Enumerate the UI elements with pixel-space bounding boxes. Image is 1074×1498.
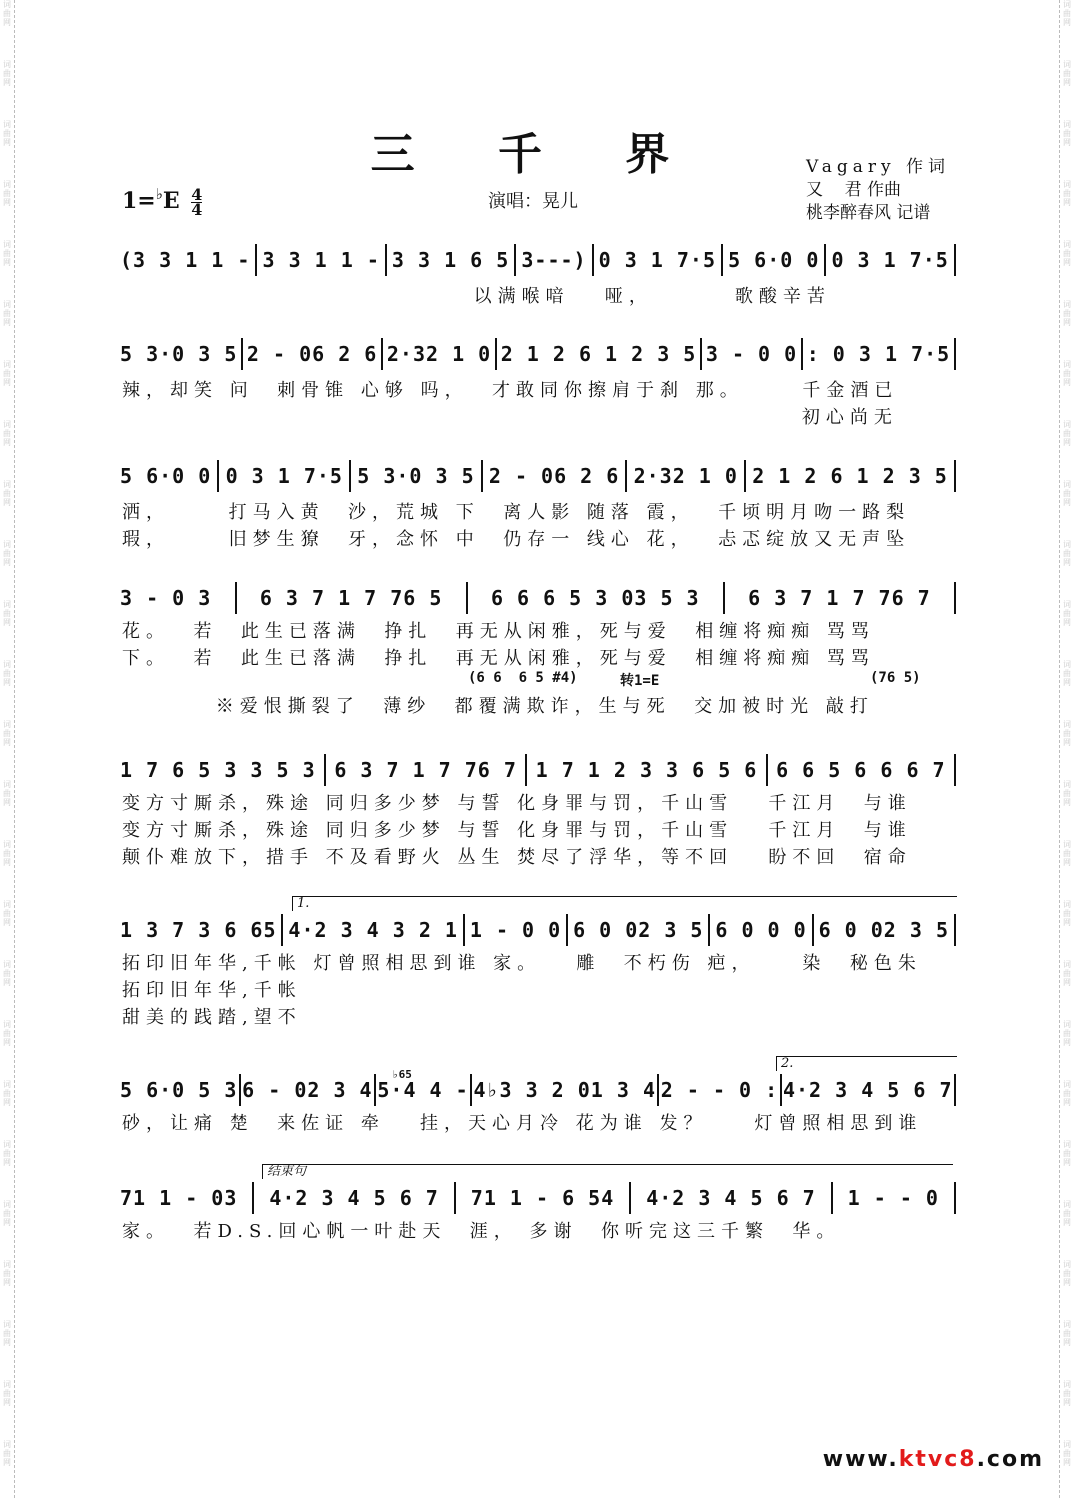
bar-line (744, 460, 746, 492)
measure: 6 6 5 6 6 6 7 (776, 758, 946, 782)
volta-bracket: 1. (292, 896, 957, 911)
measure: 6 - 02 3 4 (242, 1078, 373, 1102)
measure: 4♭3 3 2 01 3 4 (473, 1078, 657, 1102)
bar-line (954, 244, 956, 276)
measure: 4·2 3 4 5 6 7 (646, 1186, 816, 1210)
measure: 5·4 4 - (377, 1078, 469, 1102)
left-watermark-strip (0, 0, 15, 1498)
measure: 3 - 0 3 (120, 586, 212, 610)
side-mark: 词 曲 网 (3, 480, 11, 507)
key-signature: 1=♭E $\frac{4}{4}$ (122, 184, 203, 219)
volta-bracket: 2. (776, 1056, 957, 1071)
bar-line (954, 460, 956, 492)
measure: 2 - 06 2 6 (488, 464, 620, 488)
side-mark: 词 曲 网 (3, 180, 11, 207)
lyric-line: 砂，让痛 楚 来佐证 牵 挂，天心月冷 花为谁 发？ 灯曾照相思到谁 (122, 1113, 923, 1134)
side-mark: 词 曲 网 (3, 420, 11, 447)
side-mark: 词 曲 网 (1063, 1440, 1071, 1467)
side-mark: 词 曲 网 (3, 360, 11, 387)
lyric-line: 变方寸厮杀，殊途 同归多少梦 与誓 化身罪与罚，千山雪 千江月 与谁 (122, 820, 912, 841)
lyric-line: 辣，却笑 问 刺骨锥 心够 吗， 才敢同你擦肩于刹 那。 千金酒已 (122, 380, 899, 401)
measure: 71 1 - 03 (120, 1186, 238, 1210)
grace-notes: ♭65 (392, 1068, 412, 1081)
lyric-line: ※爱恨撕裂了 薄纱 都覆满欺诈，生与死 交加被时光 敲打 (122, 696, 874, 717)
bar-line (349, 460, 351, 492)
score-line-5 (120, 754, 956, 786)
bar-line (954, 338, 956, 370)
measure: 6 3 7 1 7 76 7 (334, 758, 517, 782)
bar-line (625, 460, 627, 492)
bar-line (700, 338, 702, 370)
lyric-line: 下。 若 此生已落满 挣扎 再无从闲雅，死与爱 相缠将痴痴 骂骂 (122, 648, 875, 669)
bar-line (255, 244, 257, 276)
side-mark: 词 曲 网 (3, 840, 11, 867)
song-title: 三 千 界 (370, 129, 704, 180)
side-mark: 词 曲 网 (1063, 180, 1071, 207)
measure: 5 3·0 3 5 (357, 464, 475, 488)
side-mark: 词 曲 网 (3, 540, 11, 567)
side-mark: 词 曲 网 (1063, 600, 1071, 627)
measure: 2 - - 0 : (660, 1078, 779, 1102)
bar-line (723, 582, 725, 614)
bar-line (324, 754, 326, 786)
side-mark: 词 曲 网 (3, 960, 11, 987)
measure: 2 - 06 2 6 (246, 342, 378, 366)
side-mark: 词 曲 网 (1063, 1080, 1071, 1107)
measure: 1 7 6 5 3 3 5 3 (120, 758, 316, 782)
transcriber-credit: 桃李醉春风 记谱 (806, 203, 931, 223)
bar-line (385, 244, 387, 276)
measure: 6 3 7 1 7 76 7 (748, 586, 931, 610)
side-mark: 词 曲 网 (3, 1020, 11, 1047)
side-mark: 词 曲 网 (1063, 840, 1071, 867)
side-mark: 词 曲 网 (1063, 660, 1071, 687)
side-mark: 词 曲 网 (1063, 1140, 1071, 1167)
measure: (3 3 1 1 - (120, 248, 251, 272)
bar-line (470, 1074, 472, 1106)
lyricist-credit: Vagary 作词 (806, 157, 951, 177)
measure: 1 3 7 3 6 65 (120, 918, 277, 942)
measure: 1 - 0 0 (469, 918, 562, 942)
side-mark: 词 曲 网 (1063, 540, 1071, 567)
measure: 5 6·0 0 (728, 248, 820, 272)
lyric-line: 拓印旧年华,千帐 灯曾照相思到谁 家。 雕 不朽伤 疤， 染 秘色朱 (122, 953, 922, 974)
bar-line (824, 244, 826, 276)
side-mark: 词 曲 网 (3, 1260, 11, 1287)
side-mark: 词 曲 网 (1063, 780, 1071, 807)
side-mark: 词 曲 网 (3, 1200, 11, 1227)
bar-line (466, 582, 468, 614)
side-mark: 词 曲 网 (1063, 1260, 1071, 1287)
measure: 5 6·0 5 3 (120, 1078, 238, 1102)
bar-line (217, 460, 219, 492)
side-mark: 词 曲 网 (1063, 720, 1071, 747)
side-mark: 词 曲 网 (3, 720, 11, 747)
score-line-7 (120, 1074, 956, 1106)
bar-line (657, 1074, 659, 1106)
side-mark: 词 曲 网 (3, 660, 11, 687)
alternate-notes: (76 5) (870, 670, 921, 686)
measure: 6 0 02 3 5 (573, 918, 704, 942)
side-mark: 词 曲 网 (3, 1380, 11, 1407)
bar-line (566, 914, 568, 946)
side-mark: 词 曲 网 (1063, 1020, 1071, 1047)
side-mark: 词 曲 网 (1063, 1380, 1071, 1407)
volta-bracket: 结束句 (262, 1164, 953, 1179)
bar-line (954, 914, 956, 946)
lyric-line: 洒， 打马入黄 沙，荒城 下 离人影 随落 霞， 千顷明月吻一路梨 (122, 502, 911, 523)
measure: 2 1 2 6 1 2 3 5 (500, 342, 697, 366)
score-line-1 (120, 244, 956, 276)
side-mark: 词 曲 网 (3, 120, 11, 147)
bar-line (381, 338, 383, 370)
bar-line (374, 1074, 376, 1106)
side-mark: 词 曲 网 (1063, 420, 1071, 447)
measure: 3 3 1 1 - (262, 248, 380, 272)
bar-line (252, 1182, 254, 1214)
measure: 5 3·0 3 5 (120, 342, 238, 366)
measure: : 0 3 1 7·5 (806, 342, 951, 366)
measure: 4·2 3 4 3 2 1 (288, 918, 458, 942)
bar-line (801, 338, 803, 370)
bar-line (954, 1182, 956, 1214)
measure: 0 3 1 7·5 (225, 464, 343, 488)
bar-line (721, 244, 723, 276)
time-signature: $\frac{4}{4}$ (191, 184, 203, 219)
side-mark: 词 曲 网 (3, 1320, 11, 1347)
bar-line (241, 338, 243, 370)
lyric-line: 家。 若D.S.回心帆一叶赴天 涯， 多谢 你听完这三千繁 华。 (122, 1221, 841, 1242)
composer-credit: 又 君 作曲 (806, 180, 902, 200)
measure: 6 6 6 5 3 03 5 3 (490, 586, 700, 610)
bar-line (463, 914, 465, 946)
alternate-notes: (6 6 6 5 #4) (468, 670, 578, 686)
bar-line (481, 460, 483, 492)
bar-line (495, 338, 497, 370)
bar-line (281, 914, 283, 946)
lyric-line: 变方寸厮杀，殊途 同归多少梦 与誓 化身罪与罚，千山雪 千江月 与谁 (122, 793, 912, 814)
score-line-4 (120, 582, 956, 614)
side-mark: 词 曲 网 (3, 1140, 11, 1167)
bar-line (592, 244, 594, 276)
lyric-line: 初心尚无 (122, 407, 898, 428)
bar-line (954, 1074, 956, 1106)
measure: 2 1 2 6 1 2 3 5 (752, 464, 948, 488)
lyric-line: 以满喉喑 哑， 歌酸辛苦 (122, 286, 831, 307)
side-mark: 词 曲 网 (1063, 480, 1071, 507)
bar-line (235, 582, 237, 614)
side-mark: 词 曲 网 (1063, 300, 1071, 327)
side-mark: 词 曲 网 (3, 300, 11, 327)
lyric-line: 瑕， 旧梦生獠 牙，念怀 中 仍存一 线心 花， 忐忑绽放又无声坠 (122, 529, 911, 550)
side-mark: 词 曲 网 (3, 60, 11, 87)
side-mark: 词 曲 网 (3, 240, 11, 267)
bar-line (954, 582, 956, 614)
measure: 1 - - 0 (847, 1186, 939, 1210)
lyric-line: 花。 若 此生已落满 挣扎 再无从闲雅，死与爱 相缠将痴痴 骂骂 (122, 621, 875, 642)
measure: 3 3 1 6 5 (391, 248, 510, 272)
measure: 5 6·0 0 (120, 464, 212, 488)
side-mark: 词 曲 网 (1063, 1200, 1071, 1227)
side-mark: 词 曲 网 (3, 1440, 11, 1467)
modulation-mark: 转1=E (620, 673, 660, 689)
measure: 3---) (521, 248, 587, 272)
side-mark: 词 曲 网 (3, 780, 11, 807)
lyric-line: 拓印旧年华,千帐 (122, 980, 302, 1001)
side-mark: 词 曲 网 (3, 600, 11, 627)
measure: 4·2 3 4 5 6 7 (782, 1078, 953, 1102)
bar-line (780, 1074, 782, 1106)
lyric-line: 颠仆难放下，措手 不及看野火 丛生 焚尽了浮华，等不回 盼不回 宿命 (122, 847, 912, 868)
measure: 1 7 1 2 3 3 6 5 6 (535, 758, 758, 782)
side-mark: 词 曲 网 (1063, 900, 1071, 927)
bar-line (629, 1182, 631, 1214)
measure: 3 - 0 0 (705, 342, 798, 366)
performer: 演唱：晃儿 (488, 191, 578, 212)
side-mark: 词 曲 网 (1063, 1320, 1071, 1347)
score-line-3 (120, 460, 956, 492)
measure: 0 3 1 7·5 (598, 248, 717, 272)
side-mark: 词 曲 网 (1063, 120, 1071, 147)
bar-line (766, 754, 768, 786)
bar-line (514, 244, 516, 276)
measure: 2·32 1 0 (386, 342, 492, 366)
bar-line (708, 914, 710, 946)
side-mark: 词 曲 网 (1063, 60, 1071, 87)
bar-line (812, 914, 814, 946)
bar-line (525, 754, 527, 786)
bar-line (954, 754, 956, 786)
right-watermark-strip (1059, 0, 1074, 1498)
side-mark: 词 曲 网 (3, 0, 11, 27)
score-line-8 (120, 1182, 956, 1214)
bar-line (239, 1074, 241, 1106)
score-line-6 (120, 914, 956, 946)
score-line-2 (120, 338, 956, 370)
measure: 6 0 02 3 5 (818, 918, 950, 942)
measure: 2·32 1 0 (633, 464, 738, 488)
measure: 71 1 - 6 54 (470, 1186, 615, 1210)
side-mark: 词 曲 网 (3, 1080, 11, 1107)
bar-line (831, 1182, 833, 1214)
side-mark: 词 曲 网 (1063, 960, 1071, 987)
measure: 4·2 3 4 5 6 7 (269, 1186, 439, 1210)
side-mark: 词 曲 网 (1063, 360, 1071, 387)
measure: 6 0 0 0 (715, 918, 807, 942)
measure: 6 3 7 1 7 76 5 (259, 586, 443, 610)
measure: 0 3 1 7·5 (831, 248, 949, 272)
side-mark: 词 曲 网 (1063, 0, 1071, 27)
site-watermark: www.ktvc8.com (822, 1447, 1044, 1472)
side-mark: 词 曲 网 (1063, 240, 1071, 267)
side-mark: 词 曲 网 (3, 900, 11, 927)
bar-line (454, 1182, 456, 1214)
lyric-line: 甜美的践踏,望不 (122, 1007, 302, 1028)
